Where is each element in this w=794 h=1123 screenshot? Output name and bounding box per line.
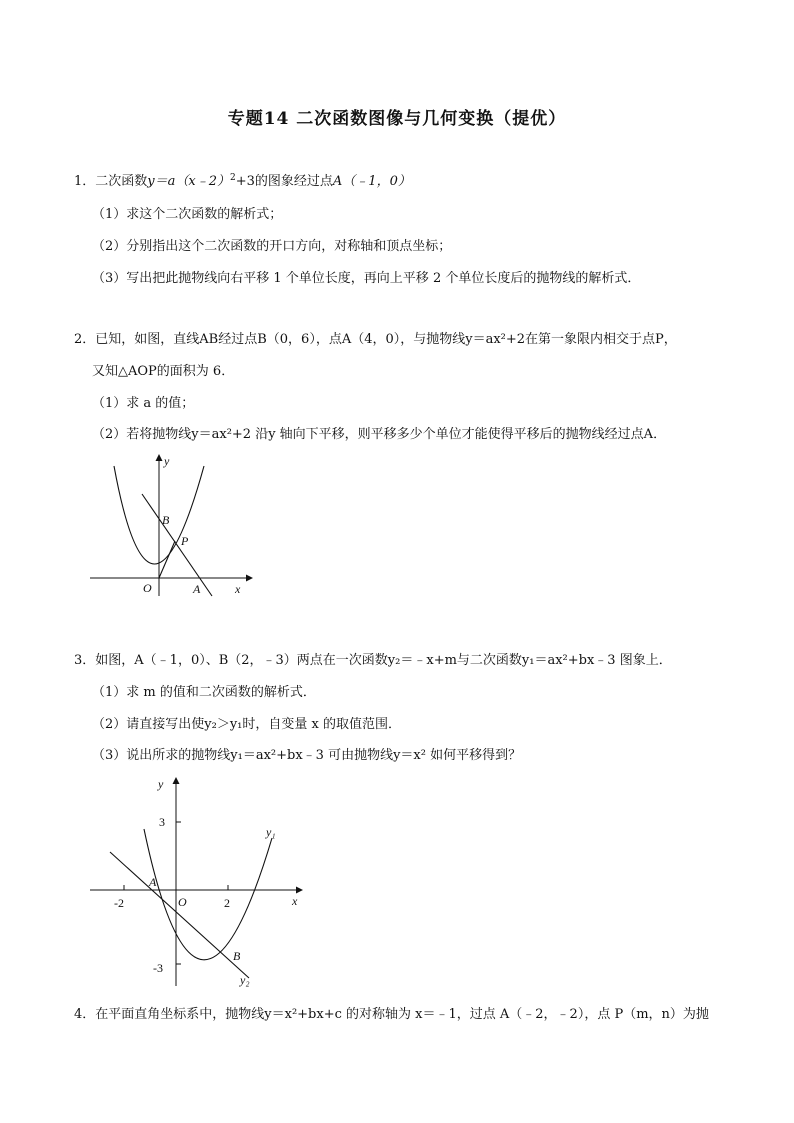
q2-stem-text: 已知，如图，直线AB经过点B（0，6），点A（4，0），与抛物线y＝ax²+2在第一象限内相交于点P， [95, 332, 677, 347]
q3-stem-text: 如图，A（﹣1，0）、B（2，﹣3）两点在一次函数y₂＝﹣x+m与二次函数y₁＝ax²+bx﹣3 图象上． [95, 653, 672, 668]
q3-label-x: x [292, 894, 298, 908]
q3-line-y2 [110, 852, 249, 978]
q1-formula: y＝a（x﹣2） [147, 174, 230, 189]
q3-part1: （1）求 m 的值和二次函数的解析式． [92, 685, 316, 700]
q4-stem [74, 1006, 709, 1024]
q2-part2: （2）若将抛物线y＝ax²+2 沿y 轴向下平移，则平移多少个单位才能使得平移后的抛物线经过点A． [92, 427, 667, 442]
q2-figure [80, 452, 260, 602]
q3-tick-label-m3: -3 [153, 961, 163, 975]
q2-segment-op [159, 541, 175, 578]
q3-tick-label-3: 3 [159, 815, 165, 829]
page-title: 专题14 二次函数图像与几何变换（提优） [227, 109, 567, 129]
q1-point: A（﹣1，0） [332, 174, 411, 189]
q1-stem-b: +3的图象经过点 [235, 174, 333, 189]
q3-label-b: B [233, 949, 241, 963]
q2-number: 2． [74, 332, 96, 347]
q1-part1: （1）求这个二次函数的解析式； [92, 207, 283, 222]
q1-part2: （2）分别指出这个二次函数的开口方向，对称轴和顶点坐标； [92, 239, 452, 254]
q2-line-ab [142, 494, 212, 596]
q4-stem-text: 在平面直角坐标系中，抛物线y＝x²+bx+c 的对称轴为 x＝﹣1，过点 A（﹣2，﹣2），点 P（m，n）为抛 [95, 1007, 709, 1022]
q2-label-y: y [164, 454, 170, 468]
q2-label-o: O [143, 581, 152, 595]
q2-part1: （1）求 a 的值； [92, 396, 195, 411]
q1-exponent: 2 [230, 173, 236, 183]
q1-number: 1． [74, 174, 96, 189]
q2-stem-line1 [74, 331, 677, 349]
q2-label-x: x [235, 582, 241, 596]
q3-figure [86, 774, 306, 994]
q3-part3: （3）说出所求的抛物线y₁＝ax²+bx﹣3 可由抛物线y＝x² 如何平移得到？ [92, 748, 522, 763]
q3-number: 3． [74, 653, 96, 668]
q3-label-y: y [158, 777, 164, 791]
q3-tick-label-m2: -2 [114, 896, 124, 910]
q2-label-b: B [162, 513, 170, 527]
q1-part3: （3）写出把此抛物线向右平移 1 个单位长度，再向上平移 2 个单位长度后的抛物线的解析式． [92, 271, 641, 286]
q3-label-y1: y₁ [266, 825, 276, 839]
q2-label-a: A [193, 582, 201, 596]
q3-stem [74, 652, 672, 670]
q2-stem-line2: 又知△AOP的面积为 6． [92, 364, 235, 379]
q4-number: 4． [74, 1007, 96, 1022]
q1-stem-a: 二次函数 [95, 174, 148, 189]
q3-label-o: O [178, 895, 187, 909]
q3-tick-label-2: 2 [224, 896, 230, 910]
q1-stem [74, 173, 411, 191]
q3-label-y2: y₂ [240, 973, 250, 987]
q3-label-a: A [149, 875, 157, 889]
q2-label-p: P [181, 534, 189, 548]
q3-part2: （2）请直接写出使y₂＞y₁时，自变量 x 的取值范围． [92, 717, 401, 732]
